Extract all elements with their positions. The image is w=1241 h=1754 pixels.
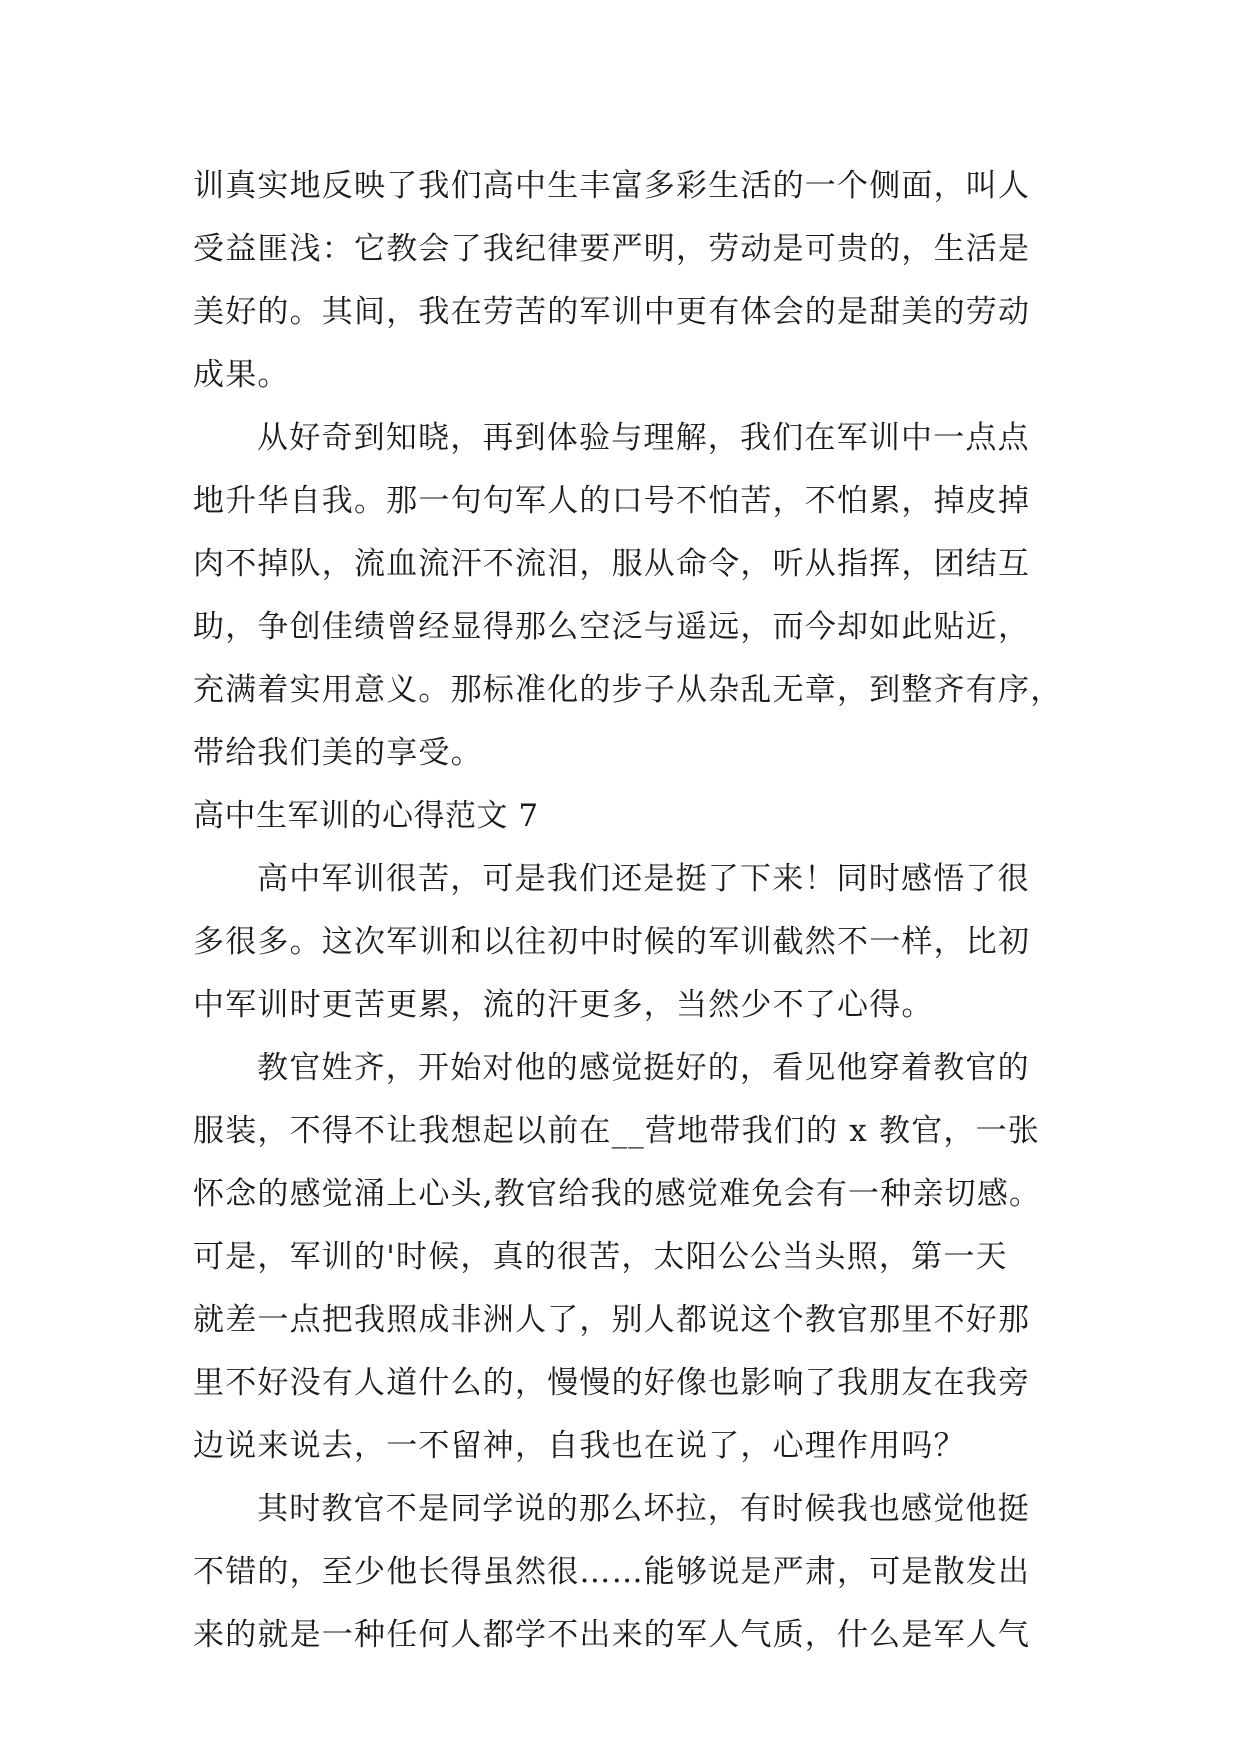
- text-line: 美好的。其间，我在劳苦的军训中更有体会的是甜美的劳动: [193, 294, 1031, 330]
- paragraph-start-line: 其时教官不是同学说的那么坏拉，有时候我也感觉他挺: [257, 1491, 1030, 1527]
- text-line: 里不好没有人道什么的，慢慢的好像也影响了我朋友在我旁: [193, 1365, 1031, 1401]
- text-line: 充满着实用意义。那标准化的步子从杂乱无章，到整齐有序，: [193, 672, 1063, 708]
- text-line: 怀念的感觉涌上心头,教官给我的感觉难免会有一种亲切感。: [193, 1176, 1042, 1212]
- text-line: 中军训时更苦更累，流的汗更多，当然少不了心得。: [193, 987, 934, 1023]
- paragraph-start-line: 高中军训很苦，可是我们还是挺了下来！同时感悟了很: [257, 861, 1030, 897]
- text-line: 肉不掉队，流血流汗不流泪，服从命令，听从指挥，团结互: [193, 546, 1031, 582]
- text-line: 多很多。这次军训和以往初中时候的军训截然不一样，比初: [193, 924, 1031, 960]
- text-line: 受益匪浅：它教会了我纪律要严明，劳动是可贵的，生活是: [193, 231, 1031, 267]
- text-line: 助，争创佳绩曾经显得那么空泛与遥远，而今却如此贴近，: [193, 609, 1031, 645]
- text-line: 可是，军训的'时候，真的很苦，太阳公公当头照，第一天: [193, 1239, 1008, 1275]
- text-line: 不错的，至少他长得虽然很……能够说是严肃，可是散发出: [193, 1554, 1031, 1590]
- text-line: 训真实地反映了我们高中生丰富多彩生活的一个侧面，叫人: [193, 168, 1031, 204]
- text-line: 带给我们美的享受。: [193, 735, 483, 771]
- paragraph-start-line: 从好奇到知晓，再到体验与理解，我们在军训中一点点: [257, 420, 1030, 456]
- text-line: 边说来说去，一不留神，自我也在说了，心理作用吗？: [193, 1428, 966, 1464]
- text-line: 服装，不得不让我想起以前在__营地带我们的 x 教官，一张: [193, 1113, 1040, 1149]
- paragraph-start-line: 教官姓齐，开始对他的感觉挺好的，看见他穿着教官的: [257, 1050, 1030, 1086]
- text-line: 来的就是一种任何人都学不出来的军人气质，什么是军人气: [193, 1617, 1031, 1653]
- text-line: 成果。: [193, 357, 290, 393]
- text-line: 就差一点把我照成非洲人了，别人都说这个教官那里不好那: [193, 1302, 1031, 1338]
- text-line: 地升华自我。那一句句军人的口号不怕苦，不怕累，掉皮掉: [193, 483, 1031, 519]
- section-heading: 高中生军训的心得范文 7: [193, 798, 539, 834]
